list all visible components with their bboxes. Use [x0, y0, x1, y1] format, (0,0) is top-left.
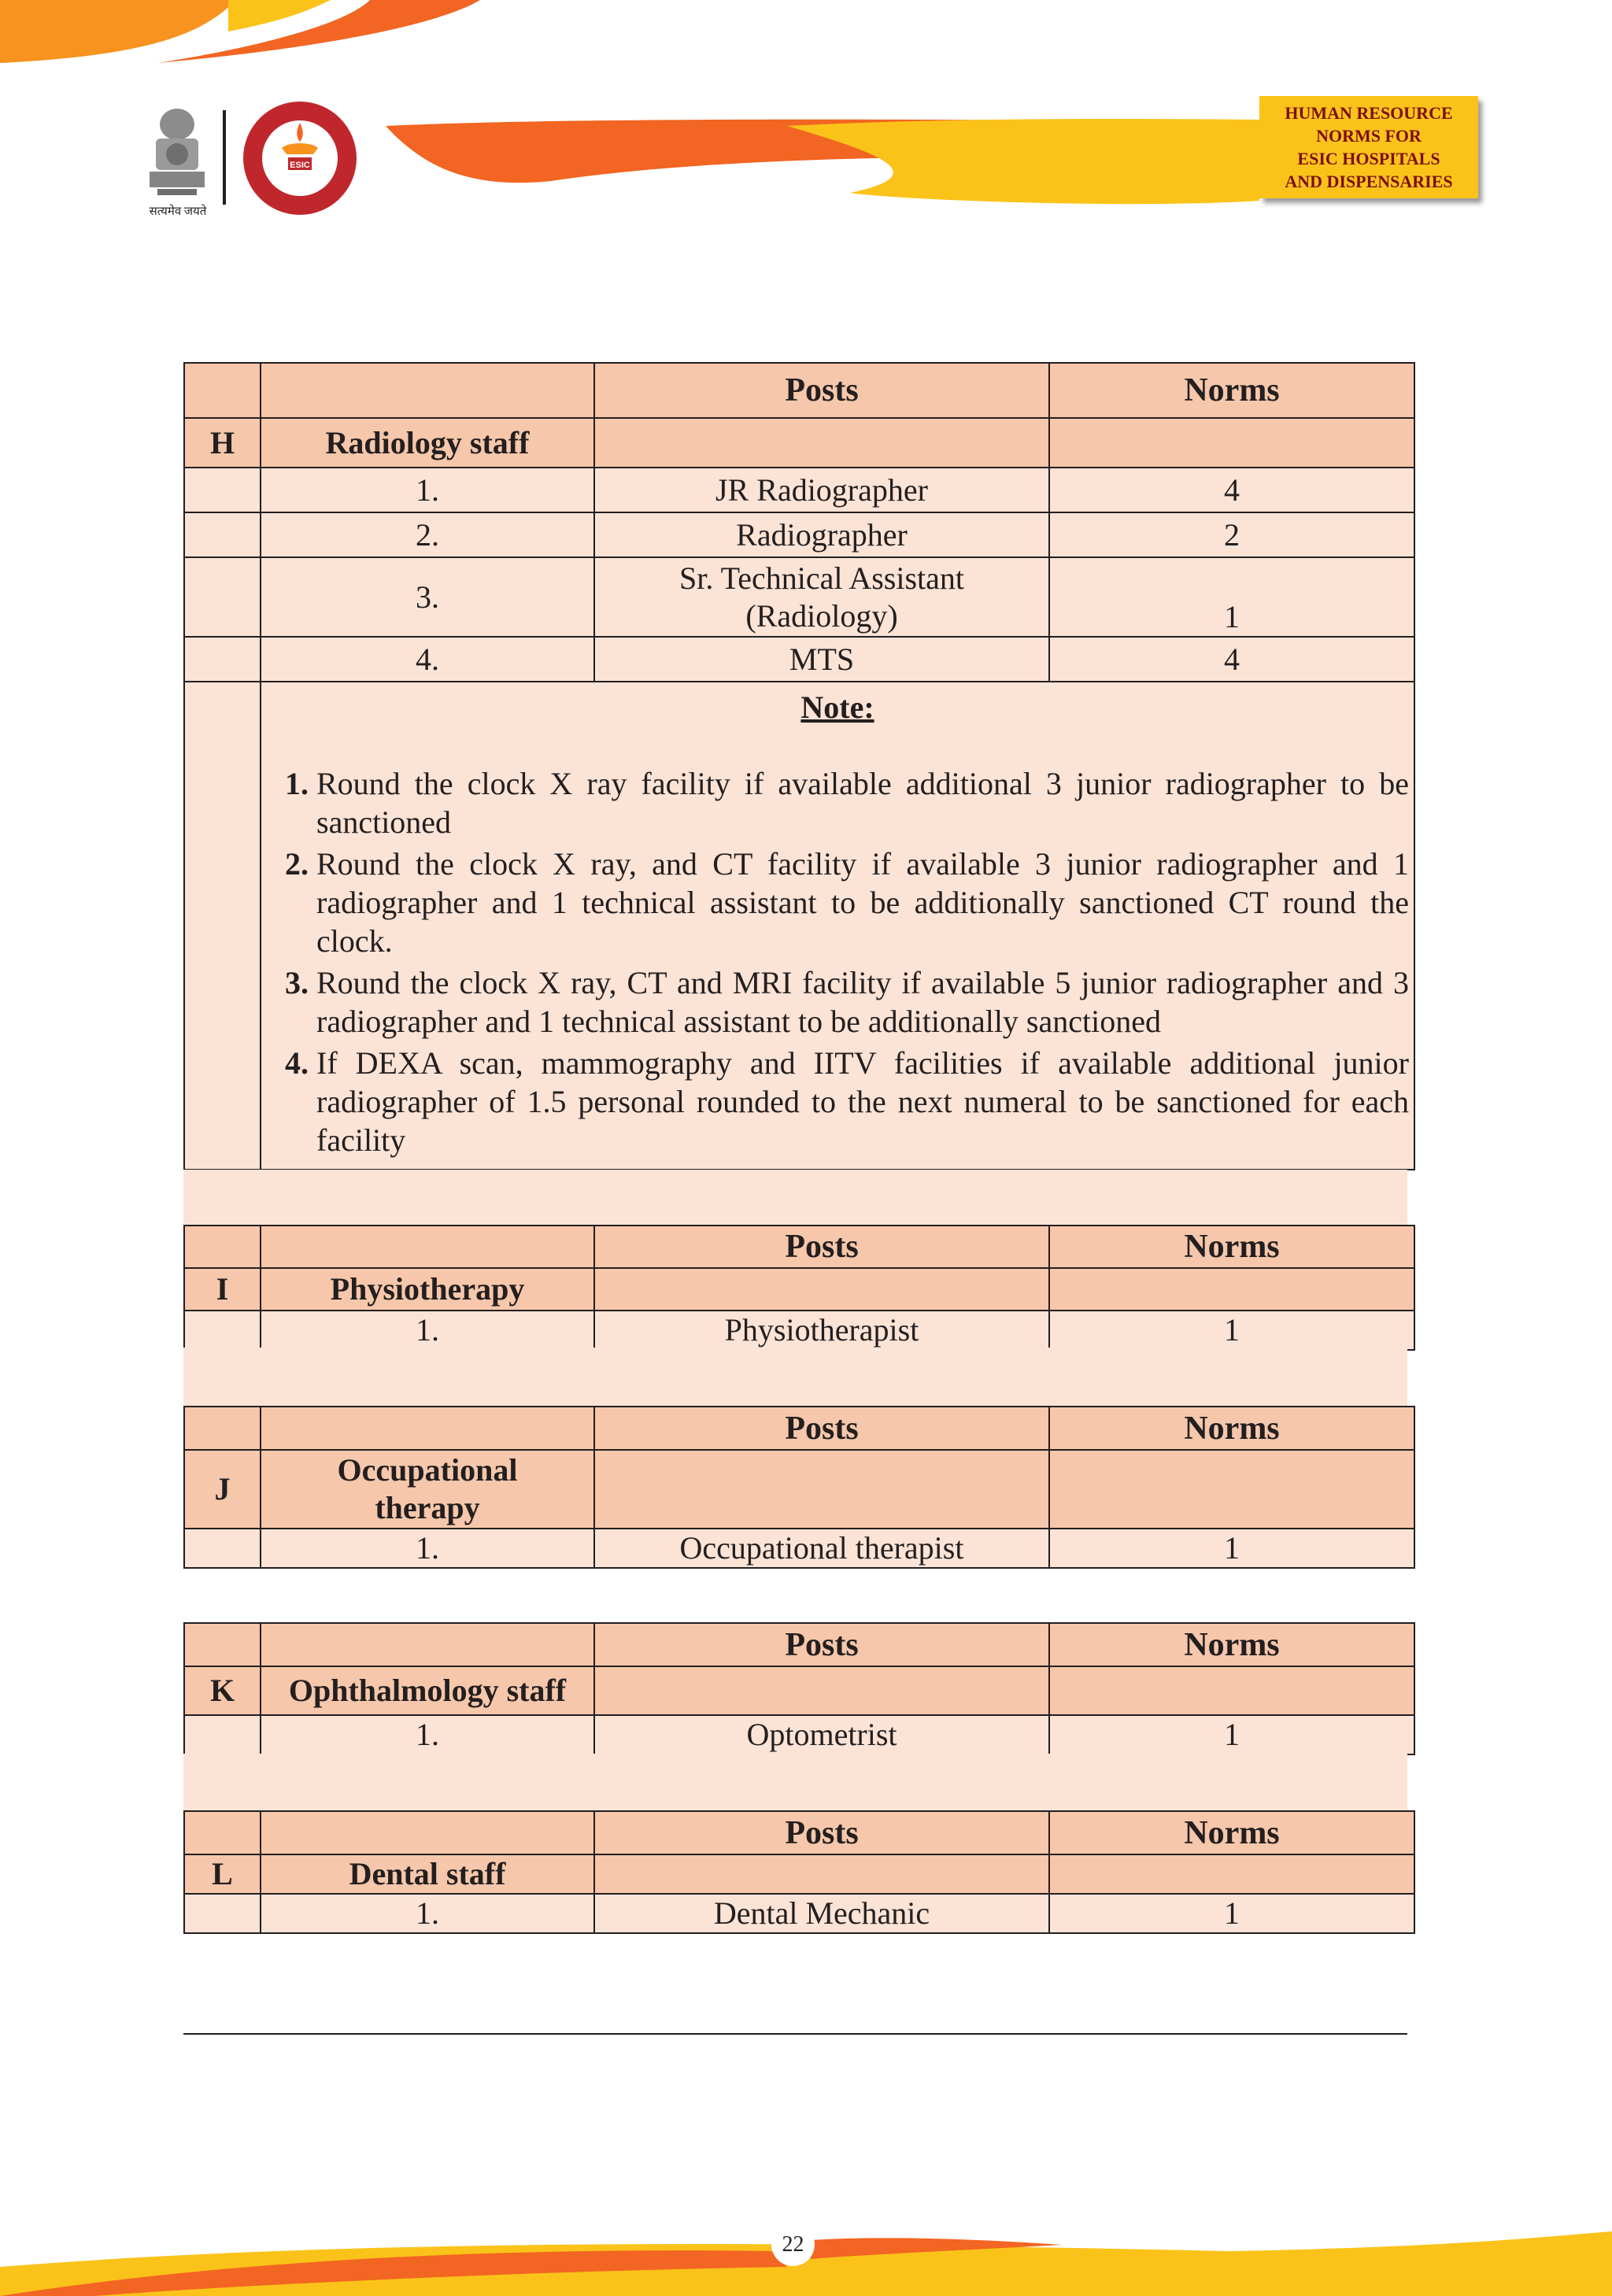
table-row [184, 557, 1414, 637]
esic-logo-icon [241, 99, 359, 217]
blank-cell [1049, 1450, 1414, 1529]
post-name: Radiographer [594, 512, 1049, 557]
norm-value: 1 [1049, 1529, 1414, 1568]
national-emblem-icon [142, 101, 213, 219]
post-name-line: (Radiology) [745, 597, 898, 634]
header-blank [261, 1623, 594, 1666]
section-title-line: Occupational [337, 1452, 518, 1488]
norm-value: 4 [1049, 468, 1414, 512]
header-blank [184, 1623, 261, 1666]
section-letter: J [184, 1450, 261, 1529]
post-name: Occupational therapist [594, 1529, 1049, 1568]
blank-cell [594, 418, 1049, 468]
footer-rule [183, 2033, 1407, 2035]
post-name: Physiotherapist [594, 1311, 1049, 1350]
tag-line: ESIC HOSPITALS [1297, 149, 1440, 168]
blank-cell [594, 1268, 1049, 1311]
post-name: Dental Mechanic [594, 1894, 1049, 1933]
header-blank [184, 1407, 261, 1450]
row-number: 4. [261, 637, 594, 682]
row-number: 1. [261, 1529, 594, 1568]
post-name-line: Sr. Technical Assistant [679, 560, 964, 596]
note-item: 4. If DEXA scan, mammography and IITV facilities if available additional junior radiographer of 1.5 personal rounded to the next numeral to be sanctioned for each facility [316, 1044, 1409, 1159]
blank-cell [1049, 1268, 1414, 1311]
dental-staff-table [183, 1810, 1415, 1934]
section-title [261, 1450, 594, 1529]
norm-value: 2 [1049, 512, 1414, 557]
table-row [184, 1715, 1414, 1754]
logo-divider [223, 110, 226, 205]
blank-cell [184, 682, 261, 1170]
blank-cell [184, 1529, 261, 1568]
norm-value: 1 [1049, 557, 1414, 637]
table-row [184, 1894, 1414, 1933]
header-blank [184, 1226, 261, 1268]
tag-line: NORMS FOR [1316, 126, 1422, 146]
header-blank [261, 1811, 594, 1854]
header-blank [184, 363, 261, 418]
section-title: Dental staff [261, 1854, 594, 1894]
note-title: Note: [800, 690, 874, 725]
section-title-line: therapy [375, 1490, 480, 1525]
blank-cell [594, 1450, 1049, 1529]
table-row [184, 1529, 1414, 1568]
post-name: MTS [594, 637, 1049, 682]
row-number: 3. [261, 557, 594, 637]
esic-logo-text: ESIC [290, 161, 310, 170]
header-blank [261, 363, 594, 418]
row-number: 1. [261, 468, 594, 512]
header-blank [184, 1811, 261, 1854]
occupational-therapy-table [183, 1406, 1415, 1569]
note-cell [261, 682, 1414, 1170]
section-letter: L [184, 1854, 261, 1894]
tag-line: HUMAN RESOURCE [1285, 103, 1453, 123]
norms-header: Norms [1049, 1407, 1414, 1450]
blank-cell [1049, 1666, 1414, 1715]
posts-header: Posts [594, 1226, 1049, 1268]
table-row [184, 512, 1414, 557]
blank-cell [184, 1311, 261, 1350]
table-row [184, 637, 1414, 682]
section-letter: I [184, 1268, 261, 1311]
tag-line: AND DISPENSARIES [1285, 172, 1453, 191]
header-blank [261, 1407, 594, 1450]
ophthalmology-staff-table [183, 1622, 1415, 1755]
norm-value: 1 [1049, 1715, 1414, 1754]
row-number: 1. [261, 1715, 594, 1754]
table-gap [183, 1754, 1407, 1810]
posts-header: Posts [594, 1811, 1049, 1854]
posts-header: Posts [594, 363, 1049, 418]
blank-cell [184, 468, 261, 512]
note-item: 1. Round the clock X ray facility if available additional 3 junior radiographer to be sanctioned [316, 764, 1409, 841]
blank-cell [184, 637, 261, 682]
row-number: 1. [261, 1894, 594, 1933]
norms-header: Norms [1049, 363, 1414, 418]
section-title: Ophthalmology staff [261, 1666, 594, 1715]
blank-cell [594, 1666, 1049, 1715]
norm-value: 1 [1049, 1894, 1414, 1933]
page-number: 22 [771, 2223, 815, 2266]
norm-value: 4 [1049, 637, 1414, 682]
section-letter: H [184, 418, 261, 468]
row-number: 1. [261, 1311, 594, 1350]
norms-header: Norms [1049, 1811, 1414, 1854]
blank-cell [184, 1715, 261, 1754]
norms-header: Norms [1049, 1623, 1414, 1666]
physiotherapy-table [183, 1225, 1415, 1351]
note-item: 2. Round the clock X ray, and CT facility if available 3 junior radiographer and 1 radiographer and 1 technical assistant to be additionally sanctioned CT round the clock. [316, 845, 1409, 960]
table-row [184, 1311, 1414, 1350]
post-name: Optometrist [594, 1715, 1049, 1754]
blank-cell [184, 557, 261, 637]
posts-header: Posts [594, 1407, 1049, 1450]
section-title: Radiology staff [261, 418, 594, 468]
section-letter: K [184, 1666, 261, 1715]
blank-cell [184, 512, 261, 557]
table-row [184, 468, 1414, 512]
blank-cell [1049, 418, 1414, 468]
norms-header: Norms [1049, 1226, 1414, 1268]
blank-cell [1049, 1854, 1414, 1894]
note-item: 3. Round the clock X ray, CT and MRI facility if available 5 junior radiographer and 3 radiographer and 1 technical assistant to be additionally sanctioned [316, 963, 1409, 1041]
blank-cell [594, 1854, 1049, 1894]
note-list [266, 764, 1409, 1159]
note-row [184, 682, 1414, 1170]
table-gap [183, 1348, 1407, 1406]
document-tag-box [1259, 96, 1478, 198]
radiology-staff-table [183, 362, 1415, 1170]
emblem-motto: सत्यमेव जयते [149, 205, 207, 218]
row-number: 2. [261, 512, 594, 557]
blank-cell [184, 1894, 261, 1933]
norm-value: 1 [1049, 1311, 1414, 1350]
posts-header: Posts [594, 1623, 1049, 1666]
post-name: JR Radiographer [594, 468, 1049, 512]
table-gap [183, 1170, 1407, 1225]
post-name [594, 557, 1049, 637]
header-blank [261, 1226, 594, 1268]
section-title: Physiotherapy [261, 1268, 594, 1311]
